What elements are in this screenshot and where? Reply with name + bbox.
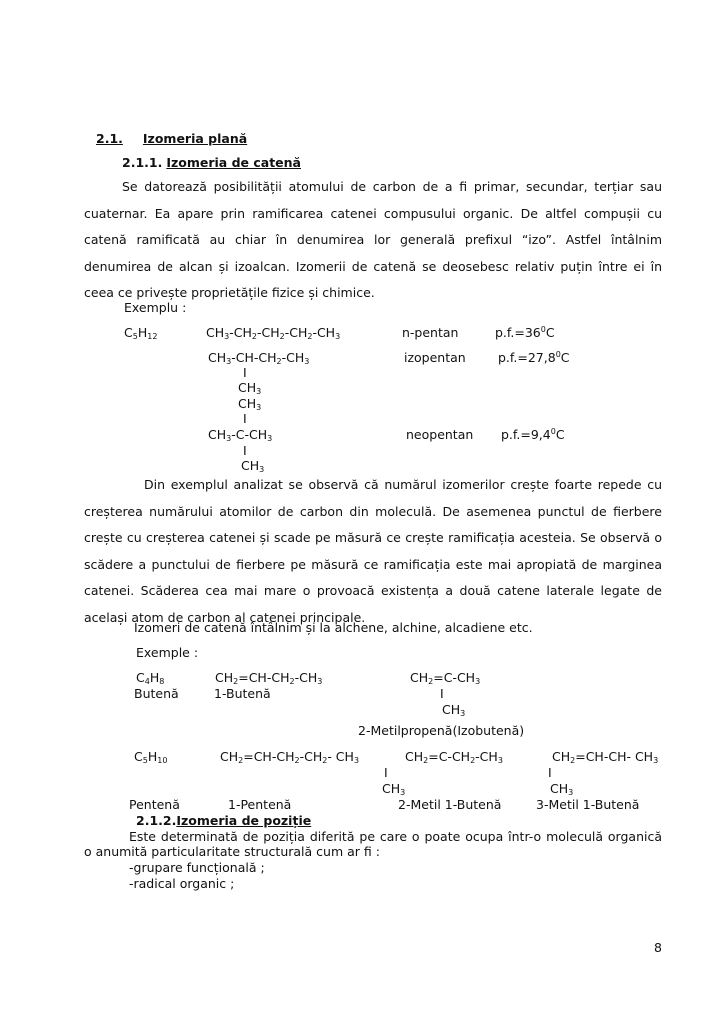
bond-vertical: I (243, 411, 247, 426)
paragraph-1: Se datorează posibilității atomului de carbon de a fi primar, secundar, terțiar sau cuaternar. Ea apare prin ramificarea catenei compusului organic. De altfel compușii cu catenă ramificată au chiar în denumirea lor generală prefixul “izo”. Astfel întâlnim denumirea de alcan și izoalcan. Izomerii de catenă se deosebesc relativ puțin între ei în ceea ce privește proprietățile fizice și chimice. (84, 179, 662, 300)
1-butene-name: 1-Butenă (214, 686, 271, 701)
subsection-title: Izomeria de catenă (166, 155, 301, 170)
paragraph-3: Izomeri de catenă întâlnim și la alchene, alchine, alcadiene etc. (134, 620, 533, 635)
subsection-number: 2.1.2. (136, 813, 177, 828)
bond-vertical: I (548, 765, 552, 780)
3-methyl-1-butene-formula: $CH_2=CH-CH-$ $CH_3$ (552, 749, 659, 765)
2-methyl-1-butene-name: 2-Metil 1-Butenă (398, 797, 502, 812)
paragraph-4: Este determinată de poziția diferită pe care o poate ocupa într-o moleculă organică o anumită particularitate structurală cum ar fi : (84, 829, 662, 859)
bond-vertical: I (440, 686, 444, 701)
list-item: -radical organic ; (129, 876, 235, 891)
isobutene-name: 2-Metilpropenă(Izobutenă) (358, 723, 525, 738)
n-pentane-name: n-pentan (402, 325, 459, 340)
3-methyl-1-butene-name: 3-Metil 1-Butenă (536, 797, 640, 812)
pentene-class: Pentenă (129, 797, 180, 812)
n-pentane-bp: $p.f.=36^0C$ (495, 325, 555, 340)
section-number: 2.1. (96, 131, 123, 146)
example-label: Exemplu : (124, 300, 187, 315)
subsection-title: Izomeria de poziție (176, 813, 312, 828)
formula-c5h12: $C_5H_{12}$ (124, 325, 158, 341)
neopentane-bp: $p.f.=9,4^0C$ (501, 427, 565, 442)
2-methyl-1-butene-formula: $CH_2=C-CH_2-CH_3$ (405, 749, 503, 765)
2-methyl-1-butene-branch: $CH_3$ (382, 781, 406, 797)
subsection-number: 2.1.1. (122, 155, 163, 170)
isopentane-branch: $CH_3$ (238, 380, 262, 396)
paragraph-2: Din exemplul analizat se observă că numărul izomerilor crește foarte repede cu creșterea numărului atomilor de carbon din moleculă. De asemenea punctul de fierbere crește cu creșterea catenei și scade pe măsură ce crește ramificația acesteia. Se observă o scădere a punctului de fierbere pe măsură ce ramificația este mai apropiată de marginea catenei. Scăderea cea mai mare o provoacă existența a două catene laterale legate de același atom de carbon al catenei principale. (84, 477, 662, 625)
1-pentene-name: 1-Pentenă (228, 797, 292, 812)
subsection-heading-2 (136, 813, 311, 828)
formula-c5h10: $C_5H_{10}$ (134, 749, 168, 765)
neopentane-branch-top: $CH_3$ (238, 396, 262, 412)
n-pentane-formula: $CH_3-CH_2-CH_2-CH_2-CH_3$ (206, 325, 341, 341)
neopentane-branch-bottom: $CH_3$ (241, 458, 265, 474)
isobutene-formula: $CH_2=C-CH_3$ (410, 670, 481, 686)
bond-vertical: I (243, 365, 247, 380)
section-heading (96, 131, 247, 146)
butene-class: Butenă (134, 686, 179, 701)
examples-label: Exemple : (136, 645, 199, 660)
page-number: 8 (654, 940, 662, 955)
section-title: Izomeria plană (142, 131, 248, 146)
list-item: -grupare funcțională ; (129, 860, 265, 875)
neopentane-name: neopentan (406, 427, 474, 442)
neopentane-formula: $CH_3-C-CH_3$ (208, 427, 273, 443)
isopentane-bp: $p.f.=27,8^0C$ (498, 350, 570, 365)
isopentane-name: izopentan (404, 350, 466, 365)
isopentane-formula: $CH_3-CH-CH_2-CH_3$ (208, 350, 310, 366)
isobutene-branch: $CH_3$ (442, 702, 466, 718)
1-pentene-formula: $CH_2=CH-CH_2-CH_2-$ $CH_3$ (220, 749, 360, 765)
subsection-heading-1 (122, 155, 301, 170)
bond-vertical: I (384, 765, 388, 780)
formula-c4h8: $C_4H_8$ (136, 670, 165, 686)
1-butene-formula: $CH_2=CH-CH_2-CH_3$ (215, 670, 323, 686)
3-methyl-1-butene-branch: $CH_3$ (550, 781, 574, 797)
bond-vertical: I (243, 443, 247, 458)
